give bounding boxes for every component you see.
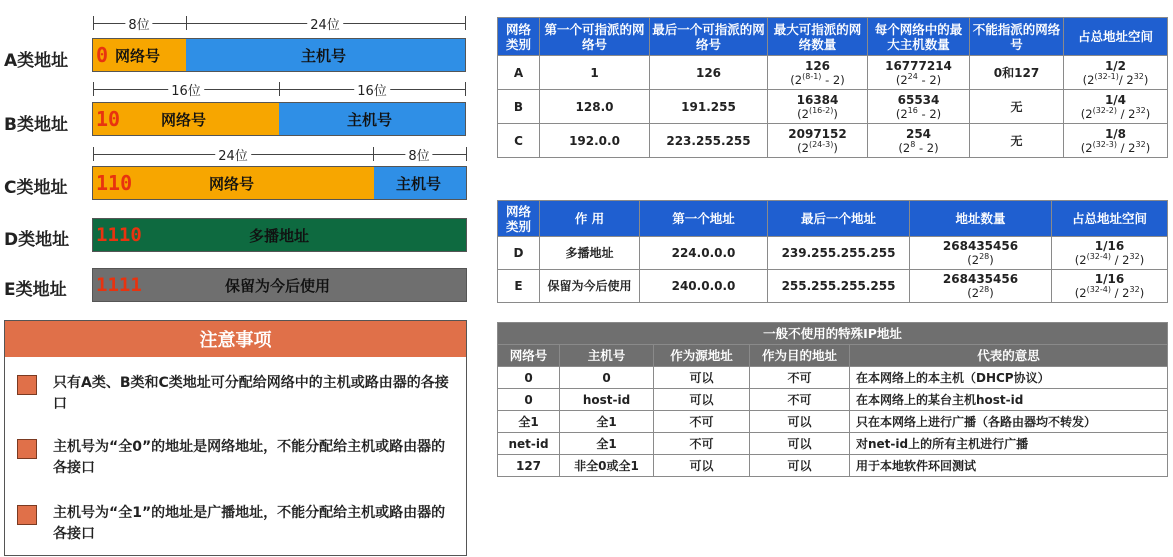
table-row: D 多播地址 224.0.0.0 239.255.255.255 268435456 $(2^{28})$ 1/16 $(2^{(32-4)} / 2^{32})$ [498,237,1168,270]
notes-title: 注意事项 [5,321,466,357]
col-header: 不能指派的网络号 [970,18,1064,56]
col-header: 网络号 [498,345,560,367]
special-table-title: 一般不使用的特殊IP地址 [498,323,1168,345]
col-header: 主机号 [560,345,654,367]
table-row: net-id 全1 不可 可以 对net-id上的所有主机进行广播 [498,433,1168,455]
table-abc [497,17,1168,158]
dim-c-host: 8位 [373,147,466,161]
table-row: C 192.0.0 223.255.255 2097152 (2$^{(24-3)}$) 254 $(2^8 - 2)$ 无 1/8 $(2^{(32-3)} / 2^{32})$ [498,124,1168,158]
class-e-seg: 1111 保留为今后使用 [93,269,466,301]
col-header: 最后一个地址 [768,201,910,237]
col-header: 最后一个可指派的网络号 [650,18,768,56]
class-c-net-seg: 110 网络号 [93,167,374,199]
class-c-label: C类地址 [4,178,68,198]
col-header: 作 用 [540,201,640,237]
col-header: 网络类别 [498,201,540,237]
class-b-bar [92,102,466,136]
col-header: 最大可指派的网络数量 [768,18,868,56]
table-de [497,200,1168,303]
bullet-square-icon [17,375,37,395]
class-b-host-seg: 主机号 [279,103,465,135]
table-special [497,322,1168,477]
class-e-label: E类地址 [4,280,67,300]
bullet-square-icon [17,439,37,459]
col-header: 作为源地址 [654,345,750,367]
class-b-label: B类地址 [4,115,68,135]
note-item: 只有A类、B类和C类地址可分配给网络中的主机或路由器的各接口 [17,373,453,415]
col-header: 地址数量 [910,201,1052,237]
note-item: 主机号为“全0”的地址是网络地址，不能分配给主机或路由器的各接口 [17,437,453,479]
class-d-label: D类地址 [4,230,70,250]
table-row: B 128.0 191.255 16384 (2$^{(16-2)}$) 65534 $(2^{16} - 2)$ 无 1/4 $(2^{(32-2)} / 2^{32})$ [498,90,1168,124]
class-c-bar [92,166,467,200]
table-row: E 保留为今后使用 240.0.0.0 255.255.255.255 268435456 $(2^{28})$ 1/16 $(2^{(32-4)} / 2^{32})$ [498,270,1168,303]
col-header: 作为目的地址 [750,345,850,367]
class-a-label: A类地址 [4,51,69,71]
dim-b-host: 16位 [279,82,465,96]
dim-a-net: 8位 [93,16,186,30]
dim-c-net: 24位 [93,147,373,161]
col-header: 占总地址空间 [1064,18,1168,56]
note-item: 主机号为“全1”的地址是广播地址，不能分配给主机或路由器的各接口 [17,503,453,545]
class-c-host-seg: 主机号 [374,167,466,199]
table-row: 127 非全0或全1 可以 可以 用于本地软件环回测试 [498,455,1168,477]
table-row: 0 0 可以 不可 在本网络上的本主机（DHCP协议） [498,367,1168,389]
class-e-bar [92,268,467,302]
class-a-host-seg: 主机号 [186,39,465,71]
dim-b-net: 16位 [93,82,279,96]
col-header: 第一个地址 [640,201,768,237]
class-a-bar [92,38,466,72]
col-header: 代表的意思 [850,345,1168,367]
table-row: 0 host-id 可以 不可 在本网络上的某台主机host-id [498,389,1168,411]
bullet-square-icon [17,505,37,525]
col-header: 第一个可指派的网络号 [540,18,650,56]
table-row: A 1 126 126 (2$^{(8-1)}$ - 2) 16777214 $(2^{24} - 2)$ 0和127 1/2 (2$^{(32-1)}$/ $2^{32}$) [498,56,1168,90]
class-d-bar [92,218,467,252]
notes-panel [4,320,467,556]
col-header: 每个网络中的最大主机数量 [868,18,970,56]
class-b-net-seg: 10 网络号 [93,103,279,135]
class-d-seg: 1110 多播地址 [93,219,466,251]
class-a-net-seg: 0 网络号 [93,39,186,71]
dim-a-host: 24位 [186,16,465,30]
table-row: 全1 全1 不可 可以 只在本网络上进行广播（各路由器均不转发） [498,411,1168,433]
col-header: 网络类别 [498,18,540,56]
col-header: 占总地址空间 [1052,201,1168,237]
